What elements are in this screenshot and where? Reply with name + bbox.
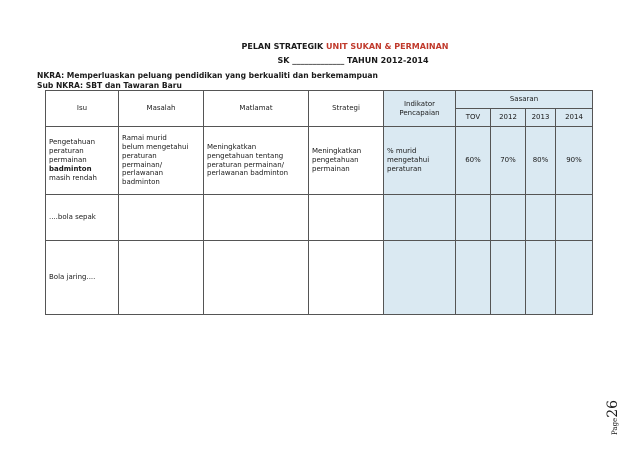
empty-cell	[556, 241, 593, 315]
indikator-line: mengetahui	[387, 156, 430, 165]
empty-cell	[204, 241, 309, 315]
indikator-cell	[384, 127, 456, 195]
strategi-line: pengetahuan	[312, 156, 359, 165]
masalah-line: perlawanan	[122, 169, 164, 178]
matlamat-line: Meningkatkan	[207, 142, 257, 151]
strategi-line: Meningkatkan	[312, 147, 362, 156]
strategic-plan-table	[45, 90, 593, 315]
masalah-line: peraturan	[122, 151, 157, 160]
table-row	[46, 127, 593, 195]
header-masalah: Masalah	[119, 91, 204, 127]
isu-line: peraturan	[49, 147, 84, 156]
empty-cell	[309, 195, 384, 241]
sub-nkra-line: Sub NKRA: SBT dan Tawaran Baru	[37, 81, 182, 90]
empty-cell	[456, 195, 491, 241]
page-label: Page	[611, 417, 619, 435]
masalah-line: Ramai murid	[122, 133, 167, 142]
plan-title	[26, 42, 638, 51]
isu-line: badminton	[49, 164, 92, 173]
empty-cell	[119, 241, 204, 315]
empty-cell	[119, 195, 204, 241]
empty-cell	[309, 241, 384, 315]
indikator-line: % murid	[387, 147, 417, 156]
isu-line: masih rendah	[49, 173, 97, 182]
isu-cell: Bola jaring....	[46, 241, 119, 315]
empty-cell	[384, 195, 456, 241]
indikator-line: peraturan	[387, 164, 422, 173]
header-row	[46, 91, 593, 109]
masalah-line: permainan/	[122, 160, 163, 169]
header-isu: Isu	[46, 91, 119, 127]
header-strategi: Strategi	[309, 91, 384, 127]
matlamat-cell	[204, 127, 309, 195]
page-number	[602, 400, 621, 435]
table-row	[46, 241, 593, 315]
page-number-value: 26	[605, 399, 621, 418]
header-year-2012: 2012	[491, 109, 526, 127]
table-row	[46, 195, 593, 241]
strategi-cell	[309, 127, 384, 195]
masalah-line: badminton	[122, 178, 160, 187]
masalah-cell	[119, 127, 204, 195]
isu-cell	[46, 127, 119, 195]
plan-subtitle: SK _____________ TAHUN 2012-2014	[277, 56, 429, 65]
value-2013: 80%	[526, 127, 556, 195]
empty-cell	[526, 241, 556, 315]
value-2012: 70%	[491, 127, 526, 195]
header-year-2014: 2014	[556, 109, 593, 127]
header-indikator: Indikator Pencapaian	[384, 91, 456, 127]
masalah-line: belum mengetahui	[122, 142, 189, 151]
strategi-line: permainan	[312, 164, 350, 173]
isu-cell: ....bola sepak	[46, 195, 119, 241]
matlamat-line: perlawanan badminton	[207, 169, 289, 178]
empty-cell	[491, 241, 526, 315]
plan-title-prefix: PELAN STRATEGIK	[241, 42, 326, 51]
empty-cell	[204, 195, 309, 241]
empty-cell	[384, 241, 456, 315]
header-matlamat: Matlamat	[204, 91, 309, 127]
header-year-2013: 2013	[526, 109, 556, 127]
empty-cell	[456, 241, 491, 315]
header-year-tov: TOV	[456, 109, 491, 127]
header-sasaran: Sasaran	[456, 91, 593, 109]
empty-cell	[491, 195, 526, 241]
matlamat-line: pengetahuan tentang	[207, 151, 284, 160]
isu-line: Pengetahuan	[49, 138, 96, 147]
value-2014: 90%	[556, 127, 593, 195]
nkra-line: NKRA: Memperluaskan peluang pendidikan yang berkualiti dan berkemampuan	[37, 71, 378, 80]
empty-cell	[556, 195, 593, 241]
value-tov: 60%	[456, 127, 491, 195]
matlamat-line: peraturan permainan/	[207, 160, 285, 169]
empty-cell	[526, 195, 556, 241]
isu-line: permainan	[49, 156, 87, 165]
plan-title-unit: UNIT SUKAN & PERMAINAN	[326, 42, 449, 51]
